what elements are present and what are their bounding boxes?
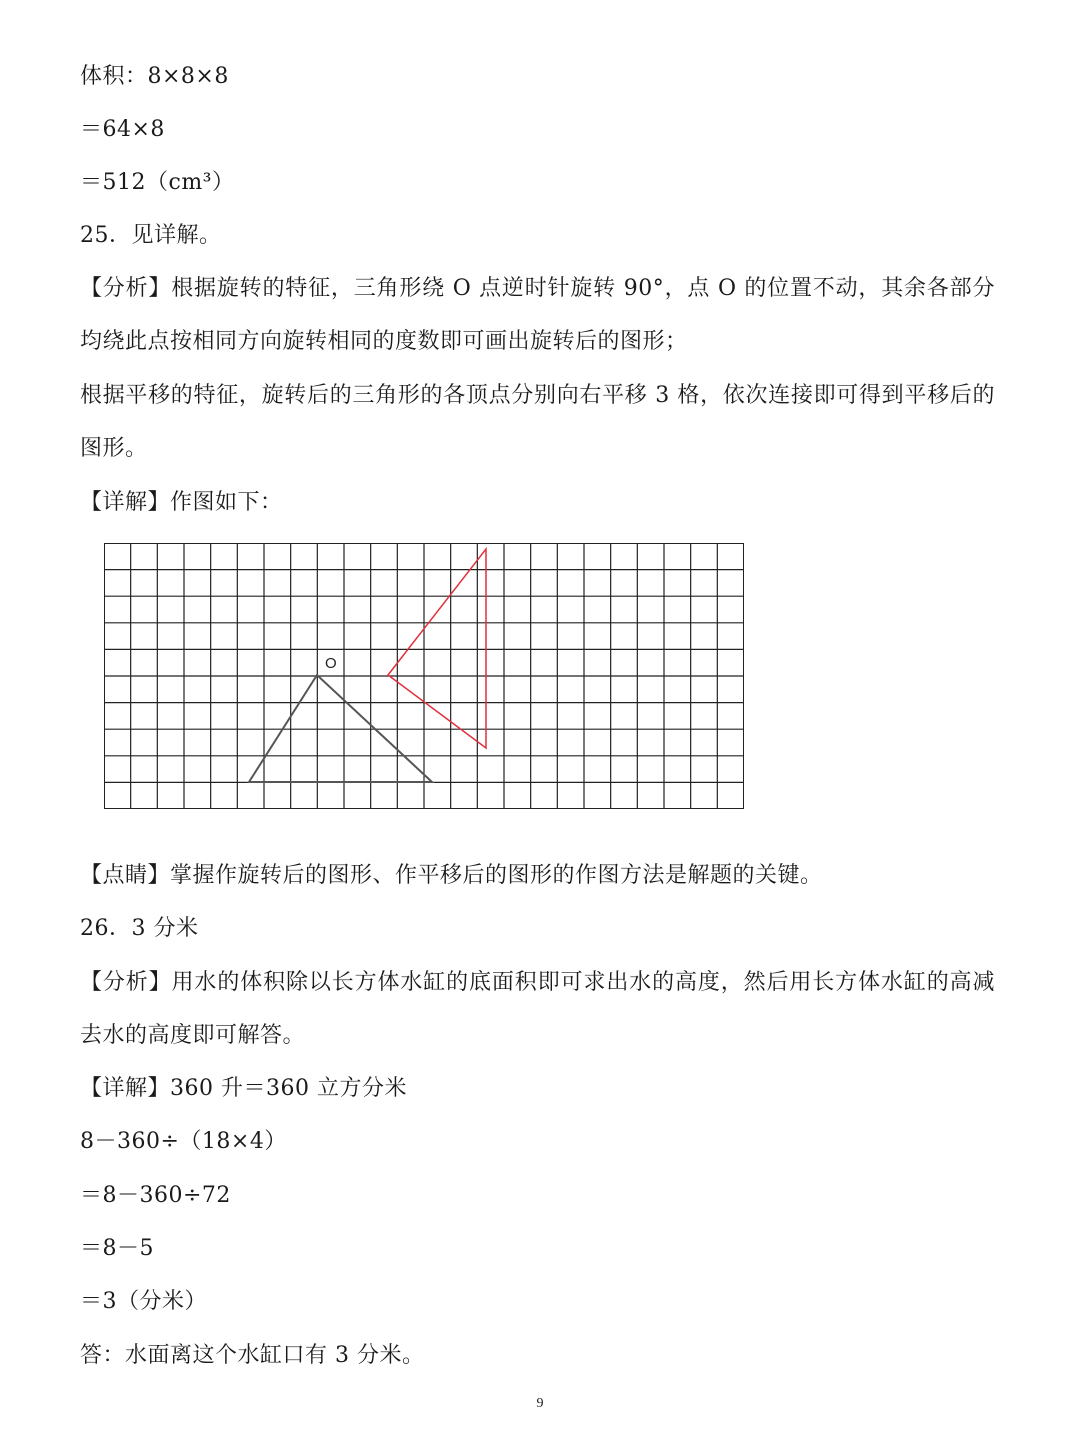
q24-volume-line: 体积：8×8×8 <box>80 64 229 89</box>
q25-tip <box>80 861 823 891</box>
q24-result-line: ＝512（cm³） <box>80 170 235 195</box>
point-o-label: O <box>325 655 337 672</box>
analysis-tag: 【分析】 <box>80 970 172 995</box>
detail-text: 360 升＝360 立方分米 <box>170 1076 407 1101</box>
page-number: 9 <box>536 1396 544 1411</box>
rotated-translated-triangle <box>388 549 486 748</box>
tip-text: 掌握作旋转后的图形、作平移后的图形的作图方法是解题的关键。 <box>170 863 823 888</box>
q25-heading: 25．见详解。 <box>80 223 222 248</box>
q26-heading: 26．3 分米 <box>80 916 199 941</box>
analysis-text: 根据旋转的特征，三角形绕 O 点逆时针旋转 90°，点 O 的位置不动，其余各部分均绕此点按相同方向旋转相同的度数即可画出旋转后的图形； <box>80 276 995 354</box>
q25-analysis-2: 根据平移的特征，旋转后的三角形的各顶点分别向右平移 3 格，依次连接即可得到平移后的图形。 <box>80 383 995 461</box>
q25-detail <box>80 488 283 518</box>
q26-calc-1: 8－360÷（18×4） <box>80 1129 287 1154</box>
q26-calc-4: ＝3（分米） <box>80 1289 207 1314</box>
q26-detail <box>80 1074 407 1104</box>
q24-calc-line: ＝64×8 <box>80 117 165 142</box>
analysis-tag: 【分析】 <box>80 276 172 301</box>
q26-answer: 答：水面离这个水缸口有 3 分米。 <box>80 1343 425 1368</box>
q26-calc-3: ＝8－5 <box>80 1236 154 1261</box>
original-triangle <box>249 675 432 782</box>
analysis-text: 用水的体积除以长方体水缸的底面积即可求出水的高度，然后用长方体水缸的高减去水的高度即可解答。 <box>80 970 995 1048</box>
detail-tag: 【详解】 <box>80 1076 171 1101</box>
rotation-grid-figure <box>104 543 744 809</box>
detail-tag: 【详解】 <box>80 490 171 515</box>
grid-lines <box>104 543 744 809</box>
q26-calc-2: ＝8－360÷72 <box>80 1183 231 1208</box>
q26-analysis <box>80 956 995 1062</box>
tip-tag: 【点睛】 <box>80 863 171 888</box>
q25-analysis <box>80 262 995 368</box>
detail-text: 作图如下： <box>170 490 283 515</box>
